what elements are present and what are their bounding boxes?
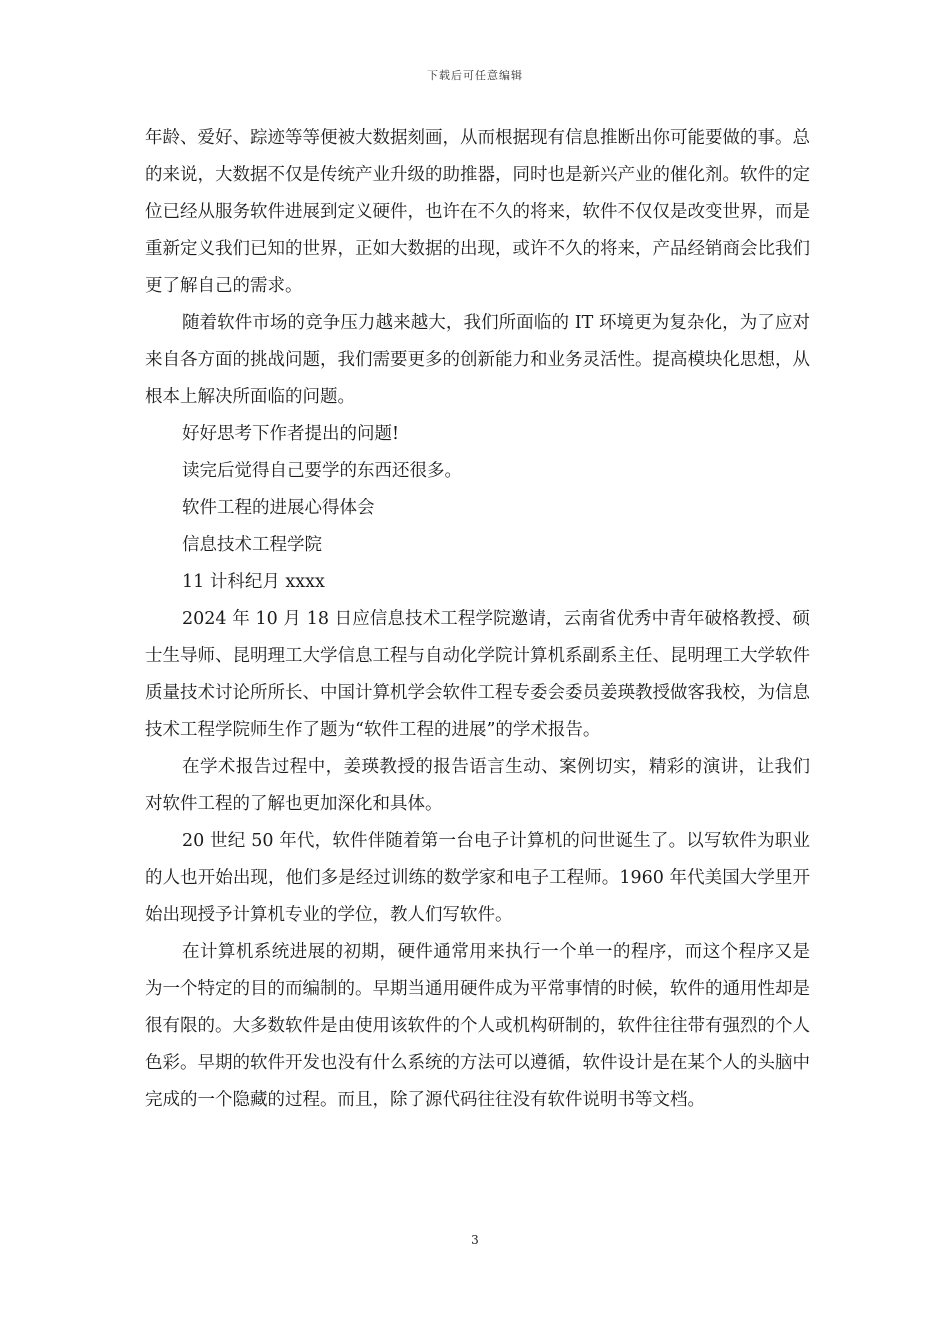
department-line: 信息技术工程学院 [182, 535, 322, 555]
paragraph-10: 20 世纪 50 年代，软件伴随着第一台电子计算机的问世诞生了。以写软件为职业的人也开始出现，他们多是经过训练的数学家和电子工程师。1960 年代美国大学里开始出现授予计算机专业的学位，教人们写软件。 [145, 831, 810, 925]
page-header: 下载后可任意编辑 [427, 69, 523, 82]
paragraph-1: 年龄、爱好、踪迹等等便被大数据刻画，从而根据现有信息推断出你可能要做的事。总的来说，大数据不仅是传统产业升级的助推器，同时也是新兴产业的催化剂。软件的定位已经从服务软件进展到定义硬件，也许在不久的将来，软件不仅仅是改变世界，而是重新定义我们已知的世界，正如大数据的出现，或许不久的将来，产品经销商会比我们更了解自己的需求。 [145, 128, 810, 296]
author-line: 11 计科纪月 xxxx [182, 572, 325, 592]
document-body [145, 120, 810, 1119]
section-title: 软件工程的进展心得体会 [182, 498, 375, 518]
page-number: 3 [471, 1233, 479, 1247]
paragraph-2: 随着软件市场的竞争压力越来越大，我们所面临的 IT 环境更为复杂化，为了应对来自各方面的挑战问题，我们需要更多的创新能力和业务灵活性。提高模块化思想，从根本上解决所面临的问题。 [145, 313, 810, 407]
paragraph-4: 读完后觉得自己要学的东西还很多。 [182, 461, 462, 481]
paragraph-3: 好好思考下作者提出的问题! [182, 424, 400, 444]
paragraph-8: 2024 年 10 月 18 日应信息技术工程学院邀请，云南省优秀中青年破格教授、硕士生导师、昆明理工大学信息工程与自动化学院计算机系副系主任、昆明理工大学软件质量技术讨论所所长、中国计算机学会软件工程专委会委员姜瑛教授做客我校，为信息技术工程学院师生作了题为“软件工程的进展”的学术报告。 [145, 609, 810, 740]
paragraph-9: 在学术报告过程中，姜瑛教授的报告语言生动、案例切实，精彩的演讲，让我们对软件工程的了解也更加深化和具体。 [145, 757, 810, 814]
paragraph-11: 在计算机系统进展的初期，硬件通常用来执行一个单一的程序，而这个程序又是为一个特定的目的而编制的。早期当通用硬件成为平常事情的时候，软件的通用性却是很有限的。大多数软件是由使用该软件的个人或机构研制的，软件往往带有强烈的个人色彩。早期的软件开发也没有什么系统的方法可以遵循，软件设计是在某个人的头脑中完成的一个隐藏的过程。而且，除了源代码往往没有软件说明书等文档。 [145, 942, 810, 1110]
